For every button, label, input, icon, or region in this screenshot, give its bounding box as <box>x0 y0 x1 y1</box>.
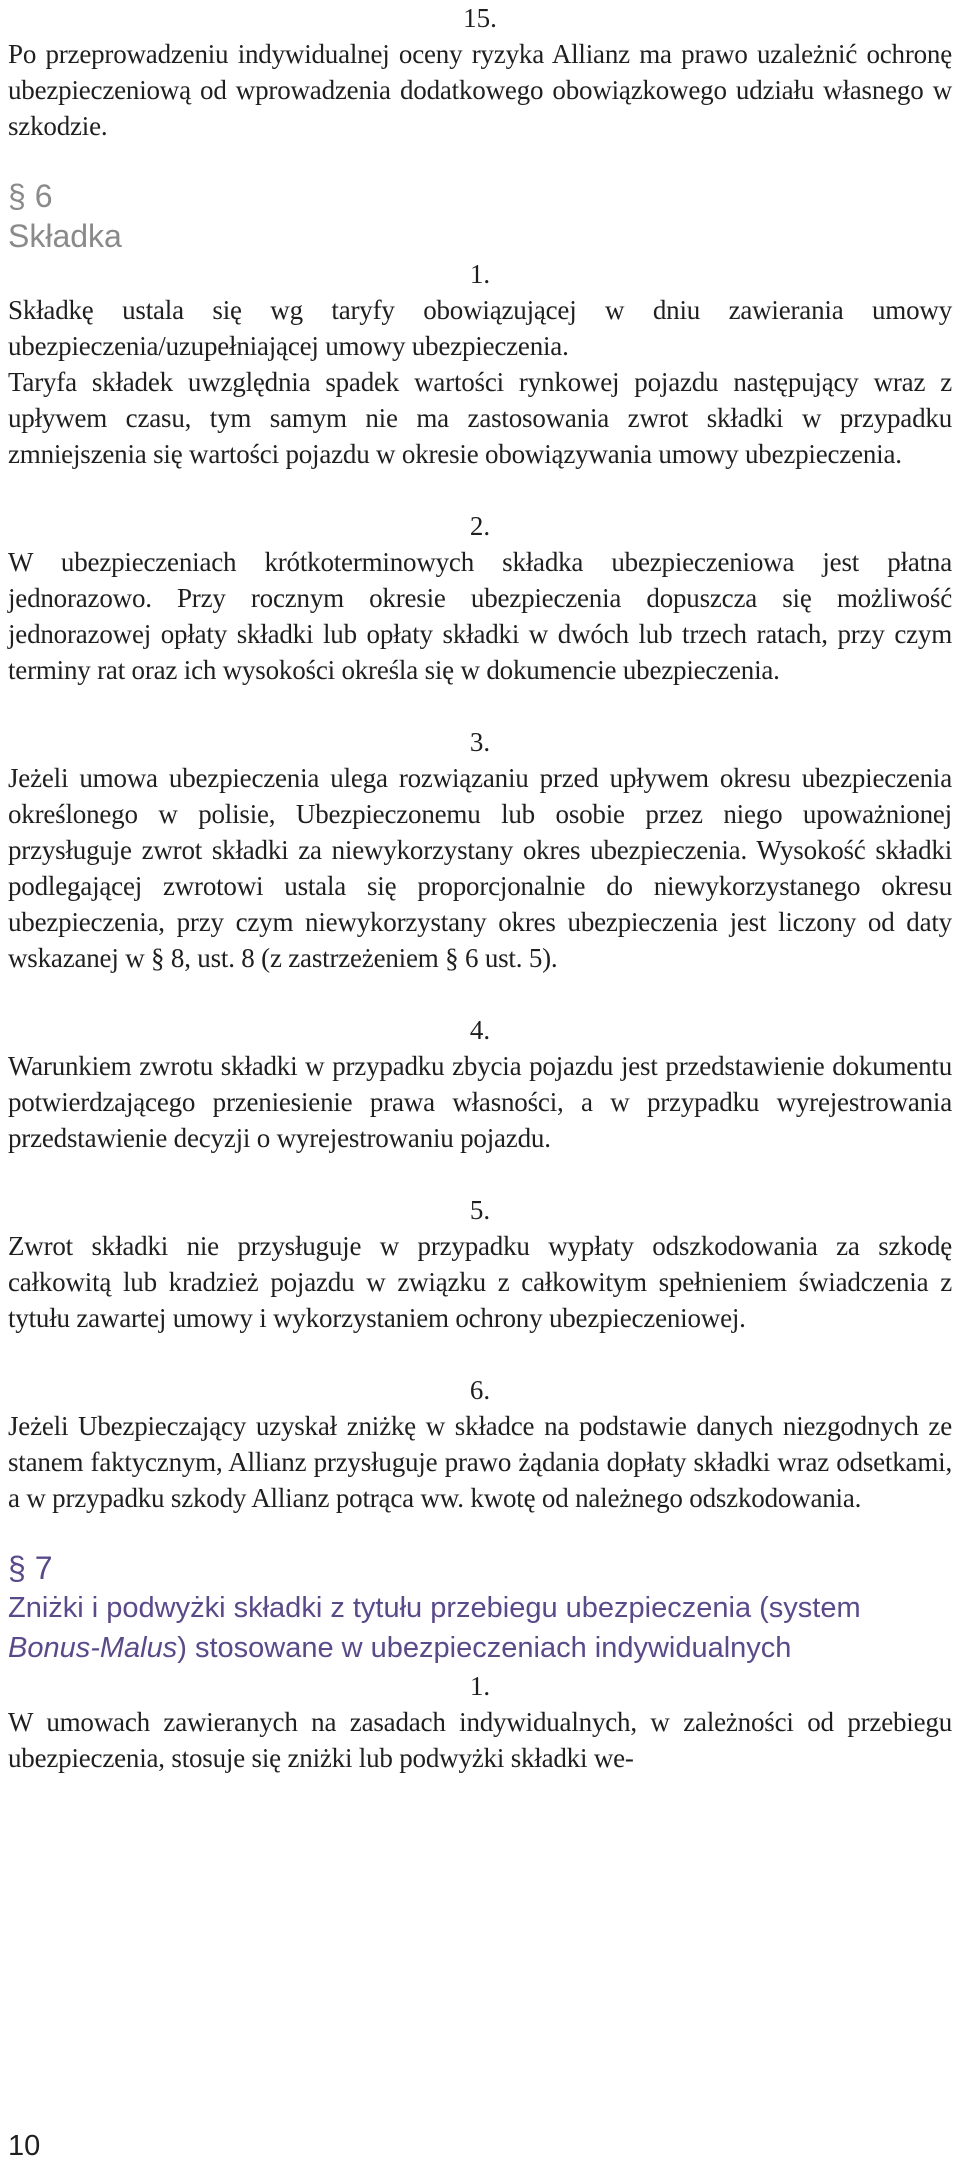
page-number: 10 <box>8 2130 41 2162</box>
paragraph-number: 5. <box>469 1195 491 1225</box>
section-title-italic: Bonus-Malus <box>8 1632 178 1664</box>
section-title-part: ) stosowane w ubezpieczeniach indywidualnych <box>177 1632 792 1664</box>
paragraph-text: W ubezpieczeniach krótkoterminowych składka ubezpieczeniowa jest płatna jednorazowo. Przy rocznym okresie ubezpieczenia dopuszcza się możliwość jednorazowej opłaty składki lub opłaty składki w dwóch lub trzech ratach, przy czym terminy rat oraz ich wysokości określa się w dokumencie ubezpieczenia. <box>8 547 952 685</box>
paragraph-number: 1. <box>469 259 491 289</box>
document-page <box>8 0 952 1776</box>
section-symbol: § 6 <box>8 178 53 214</box>
paragraph-number: 1. <box>469 1671 491 1701</box>
paragraph-text: Po przeprowadzeniu indywidualnej oceny ryzyka Allianz ma prawo uzależnić ochronę ubezpieczeniową od wprowadzenia dodatkowego obowiązkowego udziału własnego w szkodzie. <box>8 39 952 141</box>
paragraph-number: 3. <box>469 727 491 757</box>
paragraph-text: Jeżeli umowa ubezpieczenia ulega rozwiązaniu przed upływem okresu ubezpieczenia określonego w polisie, Ubezpieczonemu lub osobie przez niego upoważnionej przysługuje zwrot składki za niewykorzystany okres ubezpieczenia. Wysokość składki podlegającej zwrotowi ustala się proporcjonalnie do niewykorzystanego okresu ubezpieczenia, przy czym niewykorzystany okres ubezpieczenia jest liczony od daty wskazanej w § 8, ust. 8 (z zastrzeżeniem § 6 ust. 5). <box>8 763 952 973</box>
paragraph-text: Zwrot składki nie przysługuje w przypadku wypłaty odszkodowania za szkodę całkowitą lub kradzież pojazdu w związku z całkowitym spełnieniem świadczenia z tytułu zawartej umowy i wykorzystaniem ochrony ubezpieczeniowej. <box>8 1231 952 1333</box>
paragraph-text: Jeżeli Ubezpieczający uzyskał zniżkę w składce na podstawie danych niezgodnych ze stanem faktycznym, Allianz przysługuje prawo żądania dopłaty składki wraz odsetkami, a w przypadku szkody Allianz potrąca ww. kwotę od należnego odszkodowania. <box>8 1411 952 1513</box>
paragraph-text: W umowach zawieranych na zasadach indywidualnych, w zależności od przebiegu ubezpieczenia, stosuje się zniżki lub podwyżki składki we- <box>8 1707 952 1773</box>
section-title: Składka <box>8 218 122 254</box>
section-title-part: Zniżki i podwyżki składki z tytułu przebiegu ubezpieczenia (system <box>8 1592 861 1624</box>
paragraph-number: 2. <box>469 511 491 541</box>
paragraph-text: Składkę ustala się wg taryfy obowiązującej w dniu zawierania umowy ubezpieczenia/uzupełniającej umowy ubezpieczenia. <box>8 295 952 361</box>
section-title <box>8 1588 952 1668</box>
paragraph-number: 4. <box>469 1015 491 1045</box>
paragraph-number: 6. <box>469 1375 491 1405</box>
paragraph-text: Taryfa składek uwzględnia spadek wartości rynkowej pojazdu następujący wraz z upływem czasu, tym samym nie ma zastosowania zwrot składki w przypadku zmniejszenia się wartości pojazdu w okresie obowiązywania umowy ubezpieczenia. <box>8 367 952 469</box>
paragraph-text: Warunkiem zwrotu składki w przypadku zbycia pojazdu jest przedstawienie dokumentu potwierdzającego przeniesienie prawa własności, a w przypadku wyrejestrowania przedstawienie decyzji o wyrejestrowaniu pojazdu. <box>8 1051 952 1153</box>
section-symbol: § 7 <box>8 1550 53 1586</box>
paragraph-number: 15. <box>463 3 497 33</box>
